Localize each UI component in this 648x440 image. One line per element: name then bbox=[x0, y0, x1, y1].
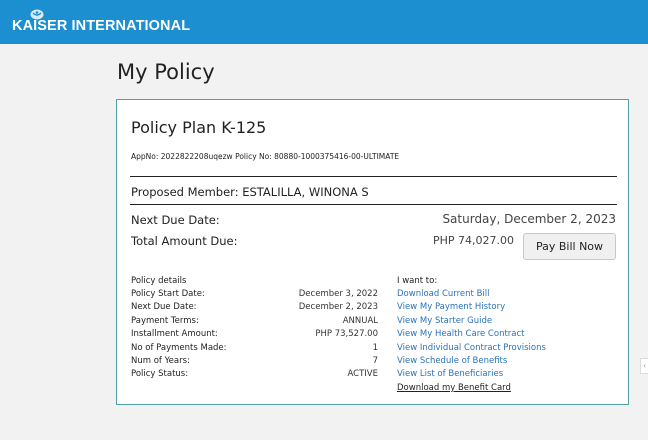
view-schedule-of-benefits-link[interactable]: View Schedule of Benefits bbox=[397, 355, 508, 366]
total-due-label: Total Amount Due: bbox=[131, 234, 238, 248]
detail-label: Policy Start Date: bbox=[131, 289, 205, 299]
detail-value: ANNUAL bbox=[342, 315, 378, 326]
view-beneficiaries-link[interactable]: View List of Beneficiaries bbox=[397, 369, 504, 380]
plan-title: Policy Plan K-125 bbox=[131, 118, 267, 137]
top-header-bar bbox=[0, 0, 648, 44]
detail-label: Next Due Date: bbox=[131, 302, 197, 313]
next-due-value: Saturday, December 2, 2023 bbox=[442, 212, 616, 226]
detail-row bbox=[131, 355, 381, 368]
divider bbox=[130, 176, 617, 177]
view-payment-history-link[interactable]: View My Payment History bbox=[397, 302, 506, 313]
view-starter-guide-link[interactable]: View My Starter Guide bbox=[397, 315, 493, 326]
proposed-member: Proposed Member: ESTALILLA, WINONA S bbox=[131, 185, 369, 199]
detail-value: 7 bbox=[372, 355, 378, 366]
policy-details-heading: Policy details bbox=[131, 276, 187, 286]
policy-details bbox=[131, 275, 381, 382]
actions-heading: I want to: bbox=[397, 276, 438, 286]
policy-card bbox=[116, 99, 629, 405]
detail-row bbox=[131, 328, 381, 341]
detail-row bbox=[131, 315, 381, 328]
app-policy-number: AppNo: 2022822208uqezw Policy No: 80880-1000375416-00-ULTIMATE bbox=[131, 152, 400, 161]
detail-row bbox=[131, 342, 381, 355]
pay-bill-button[interactable]: Pay Bill Now bbox=[523, 233, 616, 260]
download-benefit-card-link[interactable]: Download my Benefit Card bbox=[397, 382, 511, 393]
detail-label: Policy Status: bbox=[131, 369, 189, 380]
divider bbox=[130, 204, 617, 205]
detail-row bbox=[131, 288, 381, 301]
detail-label: Installment Amount: bbox=[131, 329, 218, 340]
next-due-label: Next Due Date: bbox=[131, 213, 220, 227]
chevron-left-icon[interactable]: ‹ bbox=[640, 358, 648, 374]
detail-row bbox=[131, 301, 381, 314]
detail-value: PHP 73,527.00 bbox=[315, 329, 378, 340]
detail-value: December 2, 2023 bbox=[298, 302, 378, 313]
view-contract-provisions-link[interactable]: View Individual Contract Provisions bbox=[397, 342, 546, 353]
detail-label: No of Payments Made: bbox=[131, 342, 227, 353]
actions-list bbox=[397, 275, 546, 395]
detail-value: ACTIVE bbox=[347, 369, 378, 380]
detail-value: 1 bbox=[372, 342, 378, 353]
total-due-value: PHP 74,027.00 bbox=[432, 234, 514, 247]
detail-label: Num of Years: bbox=[131, 355, 190, 366]
view-health-care-contract-link[interactable]: View My Health Care Contract bbox=[397, 329, 525, 340]
detail-value: December 3, 2022 bbox=[298, 289, 378, 299]
download-current-bill-link[interactable]: Download Current Bill bbox=[397, 289, 490, 299]
brand-name: KAISER INTERNATIONAL bbox=[12, 18, 191, 34]
detail-row bbox=[131, 368, 381, 381]
page-title: My Policy bbox=[117, 60, 215, 84]
detail-label: Payment Terms: bbox=[131, 315, 199, 326]
